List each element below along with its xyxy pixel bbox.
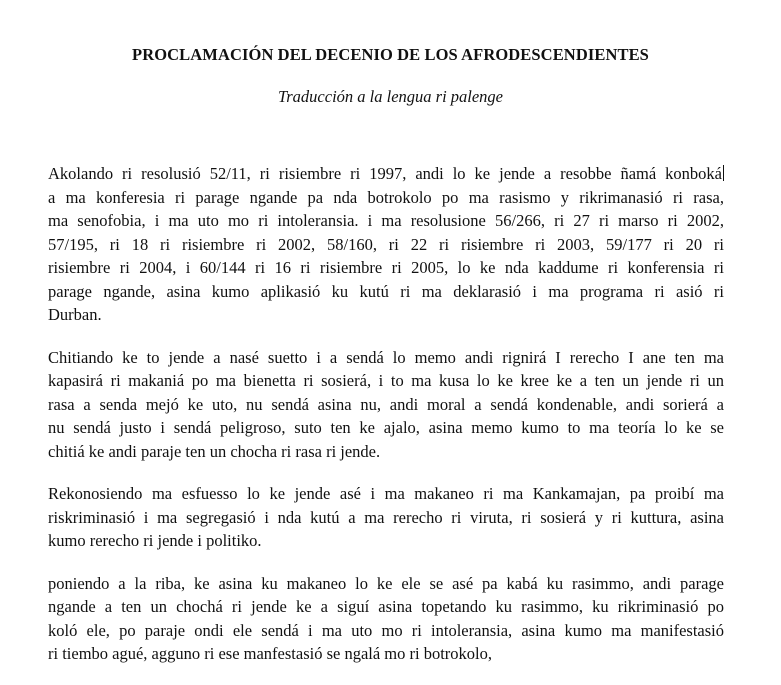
document-title: PROCLAMACIÓN DEL DECENIO DE LOS AFRODESCENDIENTES [132, 45, 649, 64]
paragraph-line: Akolando ri resolusió 52/11, ri risiembre ri 1997, andi lo ke jende a resobbe ñamá konboká [48, 164, 722, 183]
paragraph-line: chitiá ke andi paraje ten un chocha ri rasa ri jende. [48, 441, 381, 461]
paragraph-1 [48, 162, 724, 327]
paragraph-line: koló ele, po paraje ondi ele sendá i ma uto mo ri intoleransia, asina kumo ma manifestasió [48, 620, 724, 640]
paragraph-line: a ma konferesia ri parage ngande pa nda botrokolo po ma rasismo y rikrimanasió ri rasa, [48, 187, 724, 207]
paragraph-2 [48, 346, 724, 464]
paragraph-4 [48, 572, 724, 666]
paragraph-line: kapasirá ri makaniá po ma bienetta ri sosierá, i to ma kusa lo ke kree ke a ten un jende ri un [48, 371, 724, 390]
paragraph-line: rasa a senda mejó ke uto, nu sendá asina nu, andi moral a sendá kondenable, andi sorierá a [48, 394, 724, 414]
paragraph-line: riskriminasió i ma segregasió i nda kutú a ma rerecho ri viruta, ri sosierá y ri kuttura, asina [48, 507, 724, 527]
paragraph-line: Durban. [48, 305, 102, 324]
paragraph-line: ri tiembo agué, agguno ri ese manfestasió se ngalá mo ri botrokolo, [48, 644, 493, 663]
paragraph-line: Chitiando ke to jende a nasé suetto i a sendá lo memo andi rignirá I rerecho I ane ten ma [48, 347, 724, 367]
paragraph-line: kumo rerecho ri jende i politiko. [48, 531, 262, 550]
paragraph-line: 57/195, ri 18 ri risiembre ri 2002, 58/160, ri 22 ri risiembre ri 2003, 59/177 ri 20 ri [48, 234, 724, 254]
paragraph-line: Rekonosiendo ma esfuesso lo ke jende asé i ma makaneo ri ma Kankamajan, pa proibí ma [48, 484, 724, 503]
paragraph-line: poniendo a la riba, ke asina ku makaneo lo ke ele se asé pa kabá ku rasimmo, andi parage [48, 573, 724, 593]
document-subtitle: Traducción a la lengua ri palenge [277, 87, 504, 106]
paragraph-line: parage ngande, asina kumo aplikasió ku kutú ri ma deklarasió i ma programa ri asió ri [48, 281, 724, 301]
paragraph-line: risiembre ri 2004, i 60/144 ri 16 ri risiembre ri 2005, lo ke nda kaddume ri konferensia ri [48, 258, 724, 277]
paragraph-line: nu sendá justo i sendá peligroso, suto ten ke ajalo, asina memo kumo to ma teoría lo ke se [48, 418, 724, 437]
paragraph-line: ngande a ten un chochá ri jende ke a siguí asina topetando ku rasimmo, ku rikriminasió po [48, 597, 724, 616]
paragraph-3 [48, 482, 724, 553]
document-body [48, 162, 724, 685]
text-cursor [723, 165, 724, 181]
paragraph-line: ma senofobia, i ma uto mo ri intoleransia. i ma resolusione 56/266, ri 27 ri marso ri 2002, [48, 211, 724, 230]
